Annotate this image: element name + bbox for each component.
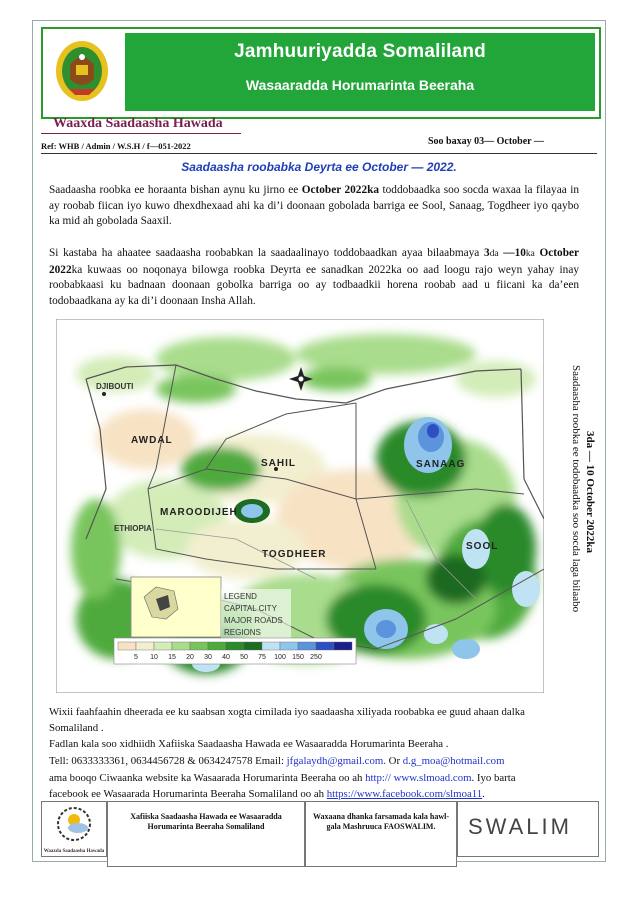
footer-line-6 [49,787,589,801]
website-intro: ama booqo Ciwaanka website ka Wasaarada Horumarinta Beeraha oo ah [49,772,366,784]
label-awdal: AWDAL [131,435,173,446]
label-djibouti: DJIBOUTI [96,382,134,391]
rainfall-scale [114,638,356,664]
footer-line-5 [49,771,589,785]
scale-label: 30 [204,654,212,661]
bulletin-title: Saadaasha roobabka Deyrta ee October — 2022. [181,160,457,174]
label-sool: SOOL [466,541,499,552]
email-link-1[interactable]: jfgalaydh@gmail.com. [286,755,386,767]
country-title: Jamhuuriyadda Somaliland [234,41,486,62]
scale-swatch [334,642,352,650]
swalim-logo [457,801,599,857]
ministry-title: Wasaaradda Horumarinta Beeraha [245,77,475,93]
contact-phones: Tell: 0633333361, 0634456728 & 0634247578 Email: [49,755,287,767]
map-side-caption [561,361,599,651]
p2-suffix-da: da [489,249,499,259]
legend-capital: CAPITAL CITY [224,604,277,613]
scale-label: 150 [292,654,304,661]
p2-bold-day-start: 3 [484,247,490,259]
side-caption-line-2: 3da — 10 October 2022ka [584,431,596,554]
scale-swatch [190,642,208,650]
p1-text: Saadaasha roobka ee horaanta bishan aynu ku jirno ee [49,184,302,196]
logo-caption: Waaxda Saadaasha Hawada [43,849,105,854]
scale-label: 20 [186,654,194,661]
p2-text-end: ka kuwaas oo noqonaya bilowga roobka Deyrta ee sanadkan 2022ka oo aad loogu rajo weyn yahay inay roobabkaasi ku badnaan doonaan gobolka barriga oo ay todbaadkii horena roobab aad u fiicani ka da’een todobaadkana ay ka di’i doonaan Insha Allah. [49,263,579,307]
scale-label: 40 [222,654,230,661]
header-banner [125,33,595,111]
unit-name: Waaxda Saadaasha Hawada [53,116,223,131]
p2-text: Si kastaba ha ahaatee saadaasha roobabkan la saadaalinayo toddobaadkan ayaa bilaabmaya [49,247,485,259]
scale-label: 100 [274,654,286,661]
facebook-outro: . [482,788,485,800]
scale-label: 250 [310,654,322,661]
scale-swatch [244,642,262,650]
website-link[interactable]: http:// www.slmoad.com [365,772,472,784]
p2-bold-day-end: 10 [514,247,526,259]
footer-line-1: Wixii faahfaahin dheerada ee ku saabsan xogta cimilada iyo saadaasha xiliyada roobabka ee guud ahaan dalka [49,706,525,718]
reference-number: Ref: WHB / Admin / W.S.H / f—051-2022 [41,141,191,151]
paragraph-1 [49,183,579,230]
rainfall-forecast-map [56,319,544,693]
scale-swatch [298,642,316,650]
footer-office-box: Xafiiska Saadaasha Hawada ee Wasaaradda Horumarinta Beeraha Somaliland [107,801,305,867]
p1-bold: October 2022ka [301,184,380,196]
scale-swatch [172,642,190,650]
p1-text-end: toddobaadka soo socda waxaa la filayaa in ay roobab fiican iyo kuwo dhexdhexaad ahi ka di’i doonaan gobolada barriga ee Sool, Sanaag, Togdheer iyo qaybo ka mid ah gobolada Saaxil. [49,184,579,227]
p2-bold-month: October 2022 [49,247,580,276]
issue-date: Soo baxay 03— October — [428,136,544,147]
header [41,27,601,119]
legend-regions: REGIONS [224,628,261,637]
side-caption-line-1: Saadaasha roobka ee todobaadka soo socda laga bilaabo [570,365,582,613]
coat-of-arms-logo [49,35,115,107]
swalim-wordmark: SWALIM [468,814,572,839]
label-sanaag: SANAAG [416,459,466,470]
contact-or: Or [385,755,403,767]
facebook-intro: facebook ee Wasaarada Horumarinta Beeraha Somaliland oo ah [49,788,327,800]
bulletin-page [32,20,606,862]
p2-suffix-ka: ka [525,249,535,259]
scale-swatch [262,642,280,650]
legend-roads: MAJOR ROADS [224,616,283,625]
label-togdheer: TOGDHEER [262,549,327,560]
weather-unit-logo [41,801,107,857]
label-sahil: SAHIL [261,458,296,469]
scale-swatch [136,642,154,650]
footer-partner-box: Waxaana dhanka farsamada kala hawl-gala Mashruuca FAOSWALIM. [305,801,457,867]
email-link-2[interactable]: d.g_moa@hotmail.com [402,755,505,767]
facebook-link[interactable]: https://www.facebook.com/slmoa11 [326,788,483,800]
paragraph-2 [49,246,579,309]
scale-label: 10 [150,654,158,661]
website-outro: . Iyo barta [471,772,516,784]
unit-underline [41,133,241,134]
scale-label: 75 [258,654,266,661]
divider [41,153,597,154]
footer-line-3: Fadlan kala soo xidhiidh Xafiiska Saadaasha Hawada ee Wasaaradda Horumarinta Beeraha . [49,738,449,750]
scale-swatch [316,642,334,650]
legend-title: LEGEND [224,592,257,601]
footer-line-2: Somaliland . [49,722,104,734]
scale-swatch [280,642,298,650]
footer-line-4 [49,754,589,768]
scale-label: 50 [240,654,248,661]
label-ethiopia: ETHIOPIA [114,524,152,533]
label-maroodijeh: MAROODIJEH [160,507,238,518]
p2-dash: — [498,247,515,259]
scale-swatch [208,642,226,650]
scale-label: 5 [134,654,138,661]
scale-swatch [154,642,172,650]
scale-label: 15 [168,654,176,661]
scale-swatch [226,642,244,650]
scale-swatch [118,642,136,650]
